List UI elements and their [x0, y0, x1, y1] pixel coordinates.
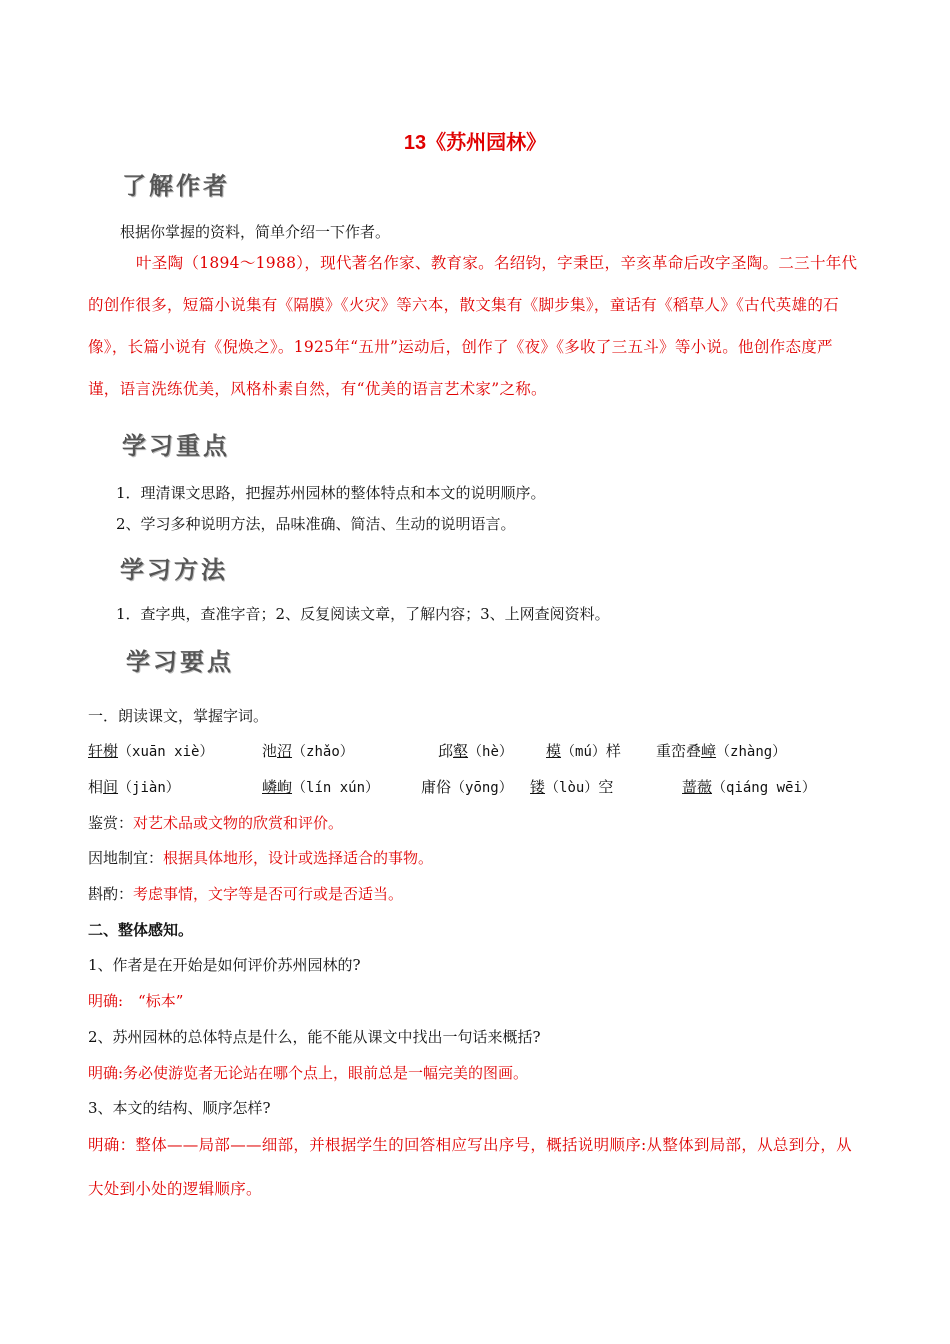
vocab-pinyin: （hè） — [468, 744, 513, 760]
vocab-pinyin: （qiáng wēi） — [712, 780, 816, 796]
vocab-item — [88, 740, 213, 761]
focus-item-1: 1．理清课文思路，把握苏州园林的整体特点和本文的说明顺序。 — [116, 484, 546, 502]
vocab-word: 间 — [103, 778, 119, 796]
vocab-pinyin: （zhàng） — [716, 744, 787, 760]
focus-item-2: 2、学习多种说明方法，品味准确、简洁、生动的说明语言。 — [116, 515, 516, 533]
vocab-prefix: 庸俗 — [421, 778, 452, 796]
vocab-pinyin: （jiàn） — [118, 780, 180, 796]
vocab-word: 模 — [546, 742, 562, 760]
definition-row — [88, 883, 403, 904]
vocab-word: 壑 — [453, 742, 469, 760]
vocab-item — [88, 776, 180, 797]
vocab-word: 镂 — [530, 778, 546, 796]
vocab-item — [546, 740, 621, 761]
vocab-suffix: 样 — [605, 742, 621, 760]
vocab-pinyin: （lòu） — [545, 780, 599, 796]
method-text: 1．查字典，查准字音；2、反复阅读文章，了解内容；3、上网查阅资料。 — [116, 605, 610, 623]
answer-3: 明确：整体——局部——细部，并根据学生的回答相应写出序号，概括说明顺序:从整体到局部，从总到分，从大处到小处的逻辑顺序。 — [88, 1136, 852, 1198]
vocab-prefix: 池 — [262, 742, 278, 760]
vocab-word: 嶂 — [701, 742, 717, 760]
vocab-word: 嶙峋 — [262, 778, 293, 796]
vocab-prefix: 邱 — [438, 742, 454, 760]
page-title: 13《苏州园林》 — [403, 132, 547, 154]
vocab-item — [682, 776, 816, 797]
definition-text: 根据具体地形，设计或选择适合的事物。 — [163, 849, 434, 867]
section-heading-keypoints: 学习要点 — [126, 647, 234, 676]
author-bio-text: 叶圣陶（1894～1988），现代著名作家、教育家。名绍钧，字秉臣，辛亥革命后改字圣陶。二三十年代的创作很多，短篇小说集有《隔膜》《火灾》等六本，散文集有《脚步集》，童话有《稻草人》《古代英雄的石像》，长篇小说有《倪焕之》。1925年“五卅”运动后，创作了《夜》《多收了三五斗》等小说。他创作态度严谨，语言洗练优美，风格朴素自然，有“优美的语言艺术家”之称。 — [88, 254, 858, 398]
answer-1: 明确: “标本” — [88, 992, 184, 1010]
vocab-item — [530, 776, 613, 797]
section-heading-focus: 学习重点 — [122, 431, 230, 460]
vocab-item — [656, 740, 786, 761]
definition-row — [88, 812, 343, 833]
author-bio — [88, 242, 860, 410]
vocab-prefix: 相 — [88, 778, 104, 796]
vocab-item — [421, 776, 513, 797]
vocab-word: 蔷薇 — [682, 778, 713, 796]
question-2: 2、苏州园林的总体特点是什么，能不能从课文中找出一句话来概括? — [88, 1028, 541, 1046]
question-1: 1、作者是在开始是如何评价苏州园林的? — [88, 956, 361, 974]
vocab-word: 沼 — [277, 742, 293, 760]
vocab-suffix: 空 — [598, 778, 614, 796]
part1-heading: 一．朗读课文，掌握字词。 — [88, 707, 269, 725]
part2-heading: 二、整体感知。 — [88, 921, 194, 939]
vocab-item — [262, 740, 354, 761]
definition-term: 鉴赏： — [88, 814, 134, 832]
vocab-pinyin: （mú） — [561, 744, 606, 760]
section-heading-method: 学习方法 — [120, 555, 228, 584]
definition-row — [88, 847, 433, 868]
vocab-prefix: 重峦叠 — [656, 742, 702, 760]
vocab-pinyin: （zhǎo） — [292, 744, 354, 760]
definition-term: 因地制宜： — [88, 849, 164, 867]
definition-term: 斟酌： — [88, 885, 134, 903]
question-3: 3、本文的结构、顺序怎样? — [88, 1099, 271, 1117]
vocab-item — [254, 776, 379, 797]
section-heading-author: 了解作者 — [122, 171, 230, 200]
author-prompt: 根据你掌握的资料，简单介绍一下作者。 — [120, 223, 391, 241]
answer-2: 明确:务必使游览者无论站在哪个点上，眼前总是一幅完美的图画。 — [88, 1064, 529, 1082]
vocab-word: 轩榭 — [88, 742, 119, 760]
definition-text: 考虑事情，文字等是否可行或是否适当。 — [133, 885, 404, 903]
vocab-pinyin: （xuān xiè） — [118, 744, 214, 760]
definition-text: 对艺术品或文物的欣赏和评价。 — [133, 814, 344, 832]
vocab-pinyin: （yōng） — [451, 780, 513, 796]
vocab-item — [438, 740, 513, 761]
vocab-pinyin: （lín xún） — [292, 780, 380, 796]
